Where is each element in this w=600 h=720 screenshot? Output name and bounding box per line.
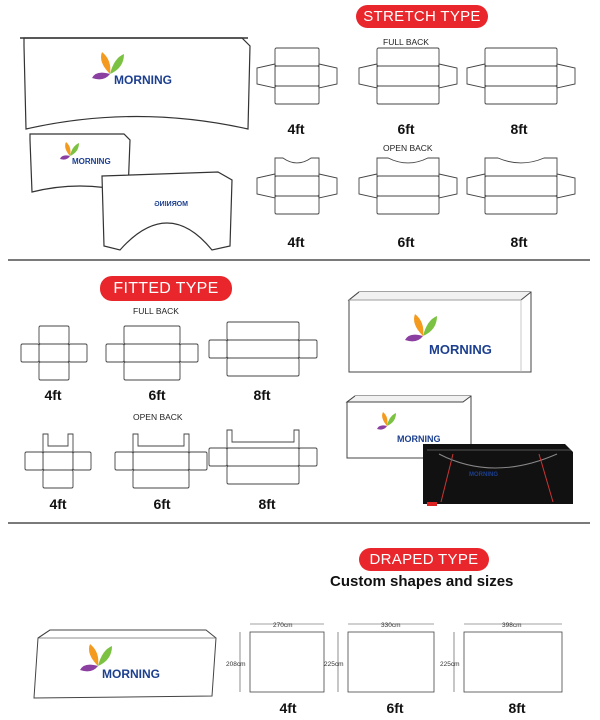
fitted-4ft-open-left-flap (25, 452, 43, 470)
stretch-6ft-open-middle (377, 176, 439, 196)
height-4ft: 208cm (226, 661, 246, 668)
stretch-8ft-open-right-flap (557, 174, 575, 198)
stretch-8ft-full-bottom (485, 86, 557, 104)
fitted-6ft-full-top (124, 326, 180, 344)
stretch-6ft-full-left-flap (359, 64, 377, 88)
fitted-8ft-full-middle (227, 340, 299, 358)
draped-subtitle: Custom shapes and sizes (330, 573, 514, 590)
stretch-table-photo-back (98, 166, 238, 256)
fitted-4ft-full-bottom (39, 362, 69, 380)
fitted-table-photo-pair (343, 392, 583, 512)
stretch-6ft-full-bottom (377, 86, 439, 104)
stretch-full-back-label: FULL BACK (383, 37, 429, 47)
fitted-type-title: FITTED TYPE (100, 276, 232, 301)
fitted-8ft-open-bottom (227, 466, 299, 484)
stretch-size-6ft-open: 6ft (397, 234, 415, 250)
fitted-6ft-open-bottom (133, 470, 189, 488)
fitted-8ft-open-top (227, 430, 299, 448)
fitted-6ft-full-bottom (124, 362, 180, 380)
fitted-8ft-full-left-flap (209, 340, 227, 358)
fitted-8ft-open-right-flap (299, 448, 317, 466)
stretch-6ft-open-top (377, 158, 439, 176)
fitted-table-photo (345, 288, 535, 378)
fitted-6ft-full-left-flap (106, 344, 124, 362)
fitted-6ft-open-top (133, 434, 189, 452)
stretch-8ft-open-bottom (485, 196, 557, 214)
stretch-8ft-open-middle (485, 176, 557, 196)
fitted-size-4ft-full: 4ft (44, 387, 62, 403)
fitted-8ft-full-right-flap (299, 340, 317, 358)
fitted-4ft-full-left-flap (21, 344, 39, 362)
draped-type-title: DRAPED TYPE (359, 548, 489, 571)
height-8ft: 225cm (440, 661, 460, 668)
stretch-size-6ft-full: 6ft (397, 121, 415, 137)
fitted-6ft-open-middle (133, 452, 189, 470)
draped-size-8ft: 8ft (508, 700, 526, 716)
stretch-6ft-open-bottom (377, 196, 439, 214)
section-divider-2 (8, 522, 590, 524)
fitted-size-6ft-open: 6ft (153, 496, 171, 512)
draped-diagram-8ft (440, 618, 576, 694)
height-6ft: 225cm (324, 661, 344, 668)
fitted-pattern-diagrams (14, 318, 324, 508)
stretch-4ft-full-middle (275, 66, 319, 86)
stretch-size-8ft-open: 8ft (510, 234, 528, 250)
stretch-4ft-open-right-flap (319, 174, 337, 198)
logo-text: MORNING (114, 73, 172, 87)
fitted-4ft-open-middle (43, 452, 73, 470)
fitted-8ft-full-bottom (227, 358, 299, 376)
stretch-4ft-open-top (275, 158, 319, 176)
width-8ft: 398cm (502, 622, 522, 629)
stretch-6ft-full-middle (377, 66, 439, 86)
svg-text:MORNING: MORNING (102, 667, 160, 681)
width-4ft: 270cm (273, 622, 293, 629)
draped-diagram-6ft (324, 618, 440, 694)
stretch-4ft-full-top (275, 48, 319, 66)
fitted-4ft-open-right-flap (73, 452, 91, 470)
stretch-6ft-full-right-flap (439, 64, 457, 88)
fitted-4ft-open-bottom (43, 470, 73, 488)
fitted-size-8ft-open: 8ft (258, 496, 276, 512)
svg-text:MORNING: MORNING (469, 472, 498, 478)
stretch-4ft-full-right-flap (319, 64, 337, 88)
fitted-6ft-open-left-flap (115, 452, 133, 470)
fitted-8ft-open-middle (227, 448, 299, 466)
svg-text:MORNING: MORNING (154, 201, 188, 208)
stretch-4ft-full-left-flap (257, 64, 275, 88)
stretch-8ft-full-right-flap (557, 64, 575, 88)
stretch-open-back-label: OPEN BACK (383, 143, 433, 153)
draped-diagram-4ft (226, 618, 332, 694)
fitted-6ft-full-right-flap (180, 344, 198, 362)
svg-text:MORNING: MORNING (429, 342, 492, 357)
fitted-open-back-label: OPEN BACK (133, 412, 183, 422)
stretch-size-4ft-open: 4ft (287, 234, 305, 250)
svg-text:MORNING: MORNING (397, 434, 441, 444)
fitted-size-8ft-full: 8ft (253, 387, 271, 403)
fitted-4ft-full-top (39, 326, 69, 344)
stretch-type-title: STRETCH TYPE (356, 5, 488, 28)
draped-size-6ft: 6ft (386, 700, 404, 716)
stretch-8ft-open-top (485, 158, 557, 176)
stretch-8ft-open-left-flap (467, 174, 485, 198)
fitted-6ft-full-middle (124, 344, 180, 362)
stretch-4ft-open-middle (275, 176, 319, 196)
stretch-4ft-open-left-flap (257, 174, 275, 198)
fitted-4ft-full-right-flap (69, 344, 87, 362)
stretch-6ft-open-right-flap (439, 174, 457, 198)
fitted-8ft-open-left-flap (209, 448, 227, 466)
stretch-size-8ft-full: 8ft (510, 121, 528, 137)
fitted-4ft-full-middle (39, 344, 69, 362)
stretch-size-4ft-full: 4ft (287, 121, 305, 137)
fitted-full-back-label: FULL BACK (133, 306, 179, 316)
svg-text:MORNING: MORNING (72, 157, 111, 166)
stretch-table-photo (16, 34, 256, 134)
section-divider (8, 259, 590, 261)
stretch-8ft-full-left-flap (467, 64, 485, 88)
stretch-6ft-full-top (377, 48, 439, 66)
fitted-size-6ft-full: 6ft (148, 387, 166, 403)
draped-size-4ft: 4ft (279, 700, 297, 716)
stretch-4ft-full-bottom (275, 86, 319, 104)
stretch-8ft-full-middle (485, 66, 557, 86)
stretch-4ft-open-bottom (275, 196, 319, 214)
width-6ft: 330cm (381, 622, 401, 629)
draped-table-photo (30, 626, 220, 706)
stretch-8ft-full-top (485, 48, 557, 66)
fitted-6ft-open-right-flap (189, 452, 207, 470)
fitted-8ft-full-top (227, 322, 299, 340)
fitted-4ft-open-top (43, 434, 73, 452)
stretch-6ft-open-left-flap (359, 174, 377, 198)
fitted-size-4ft-open: 4ft (49, 496, 67, 512)
